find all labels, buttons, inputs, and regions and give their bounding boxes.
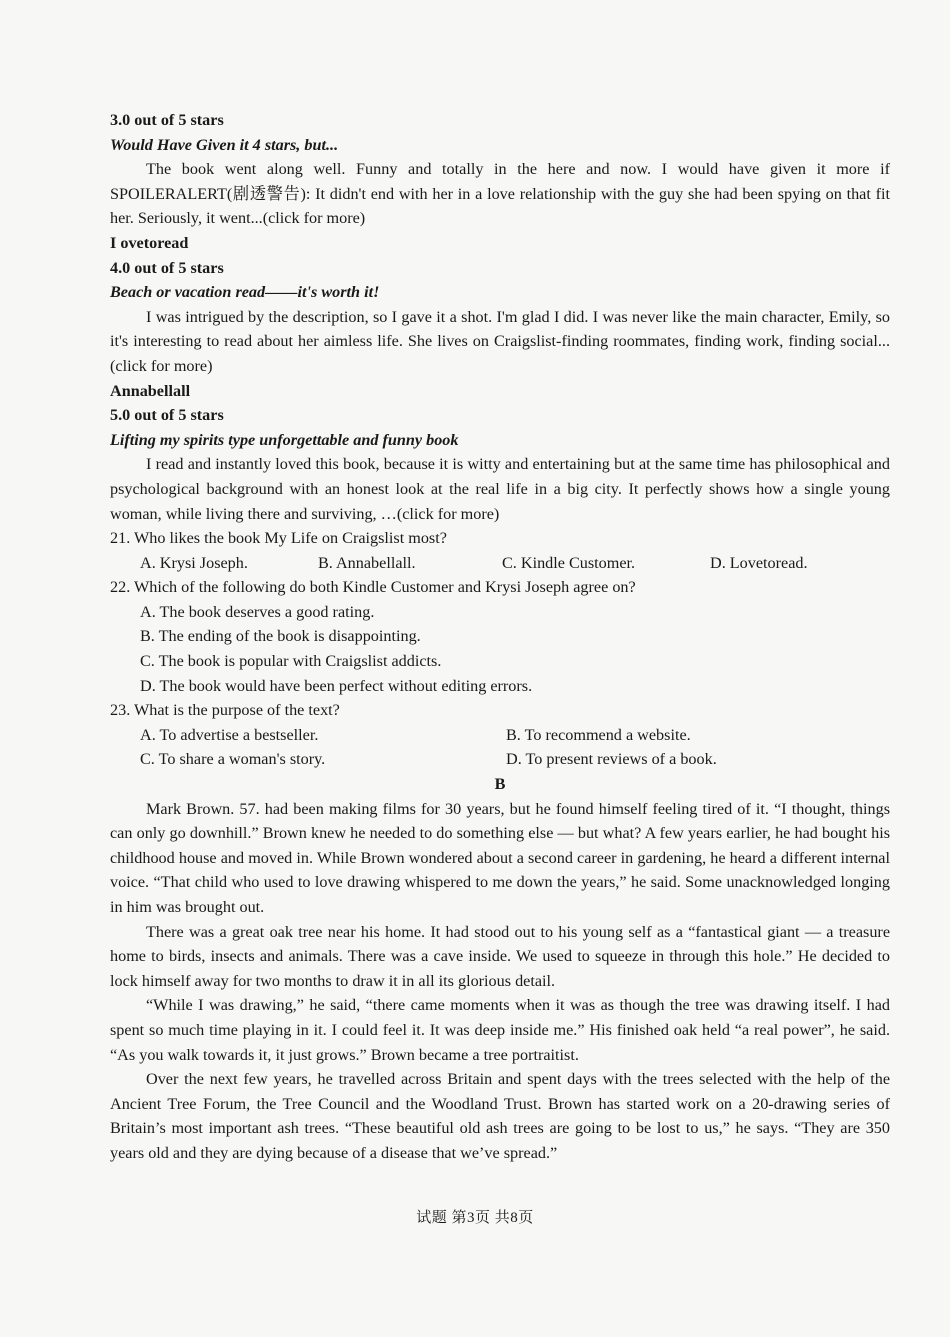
reviewer-name: I ovetoread bbox=[110, 233, 189, 252]
option: B. To recommend a website. bbox=[506, 725, 691, 744]
page-footer: 试题 第3页 共8页 bbox=[416, 1210, 534, 1226]
question-options bbox=[140, 723, 890, 748]
question-options bbox=[140, 551, 890, 576]
section-heading: B bbox=[494, 775, 506, 794]
passage-paragraph: “While I was drawing,” he said, “there came moments when it was as though the tree was drawing itself. I had spent so much time playing in it. I could feel it. It was deep inside me.” His finished oak held “a real power”, he said. “As you walk towards it, it just grows.” Brown became a tree portraitist. bbox=[110, 996, 890, 1064]
option: B. The ending of the book is disappointing. bbox=[140, 627, 421, 646]
option: D. Lovetoread. bbox=[710, 553, 808, 572]
option: D. The book would have been perfect without editing errors. bbox=[140, 676, 533, 695]
review-rating: 3.0 out of 5 stars bbox=[110, 111, 224, 129]
passage-paragraph: There was a great oak tree near his home. It had stood out to his young self as a “fantastical giant — a treasure home to birds, insects and animals. There was a cave inside. We used to squeeze in through this hole.” He decided to lock himself away for two months to draw it in all its glorious detail. bbox=[110, 922, 890, 990]
review-body: I read and instantly loved this book, because it is witty and entertaining but at the same time has philosophical and psychological background with an honest look at the real life in a big city. It perfectly shows how a single young woman, while living there and surviving, …(click for more) bbox=[110, 455, 890, 523]
review-rating: 4.0 out of 5 stars bbox=[110, 258, 224, 277]
review-title: Lifting my spirits type unforgettable and funny book bbox=[110, 430, 459, 449]
option: A. Krysi Joseph. bbox=[140, 553, 248, 572]
question-stem: 23. What is the purpose of the text? bbox=[110, 701, 340, 720]
question-options bbox=[140, 747, 890, 772]
option: C. To share a woman's story. bbox=[140, 750, 326, 769]
review-title: Would Have Given it 4 stars, but... bbox=[110, 135, 339, 154]
option: D. To present reviews of a book. bbox=[506, 750, 717, 769]
review-body: The book went along well. Funny and totally in the here and now. I would have given it more if SPOILERALERT(剧透警告): It didn't end with her in a love relationship with the guy she had been spying on that fit her. Seriously, it went...(click for more) bbox=[110, 160, 890, 228]
passage-paragraph: Over the next few years, he travelled across Britain and spent days with the trees selected with the help of the Ancient Tree Forum, the Tree Council and the Woodland Trust. Brown has started work on a 20-drawing series of Britain’s most important ash trees. “These beautiful old ash trees are going to be lost to us,” he says. “They are 350 years old and they are dying because of a disease that we’ve spread.” bbox=[110, 1070, 890, 1162]
option: C. Kindle Customer. bbox=[502, 553, 636, 572]
question-stem: 21. Who likes the book My Life on Craigslist most? bbox=[110, 529, 447, 548]
review-body: I was intrigued by the description, so I gave it a shot. I'm glad I did. I was never like the main character, Emily, so it's interesting to read about her aimless life. She lives on Craigslist-finding roommates, finding work, finding social...(click for more) bbox=[110, 307, 890, 375]
exam-page bbox=[110, 108, 890, 1166]
option: B. Annabellall. bbox=[318, 553, 416, 572]
question-stem: 22. Which of the following do both Kindle Customer and Krysi Joseph agree on? bbox=[110, 578, 636, 597]
review-rating: 5.0 out of 5 stars bbox=[110, 406, 224, 425]
option: C. The book is popular with Craigslist addicts. bbox=[140, 652, 442, 671]
option: A. To advertise a bestseller. bbox=[140, 725, 319, 744]
passage-paragraph: Mark Brown. 57. had been making films for 30 years, but he found himself feeling tired of it. “I thought, things can only go downhill.” Brown knew he needed to do something else — but what? A few years earlier, he had bought his childhood house and moved in. While Brown wondered about a second career in gardening, he heard a different internal voice. “That child who used to love drawing whispered to me down the years,” he said. Some unacknowledged longing in him was brought out. bbox=[110, 799, 890, 916]
option: A. The book deserves a good rating. bbox=[140, 602, 375, 621]
review-title: Beach or vacation read——it's worth it! bbox=[110, 283, 380, 302]
reviewer-name: Annabellall bbox=[110, 381, 191, 400]
